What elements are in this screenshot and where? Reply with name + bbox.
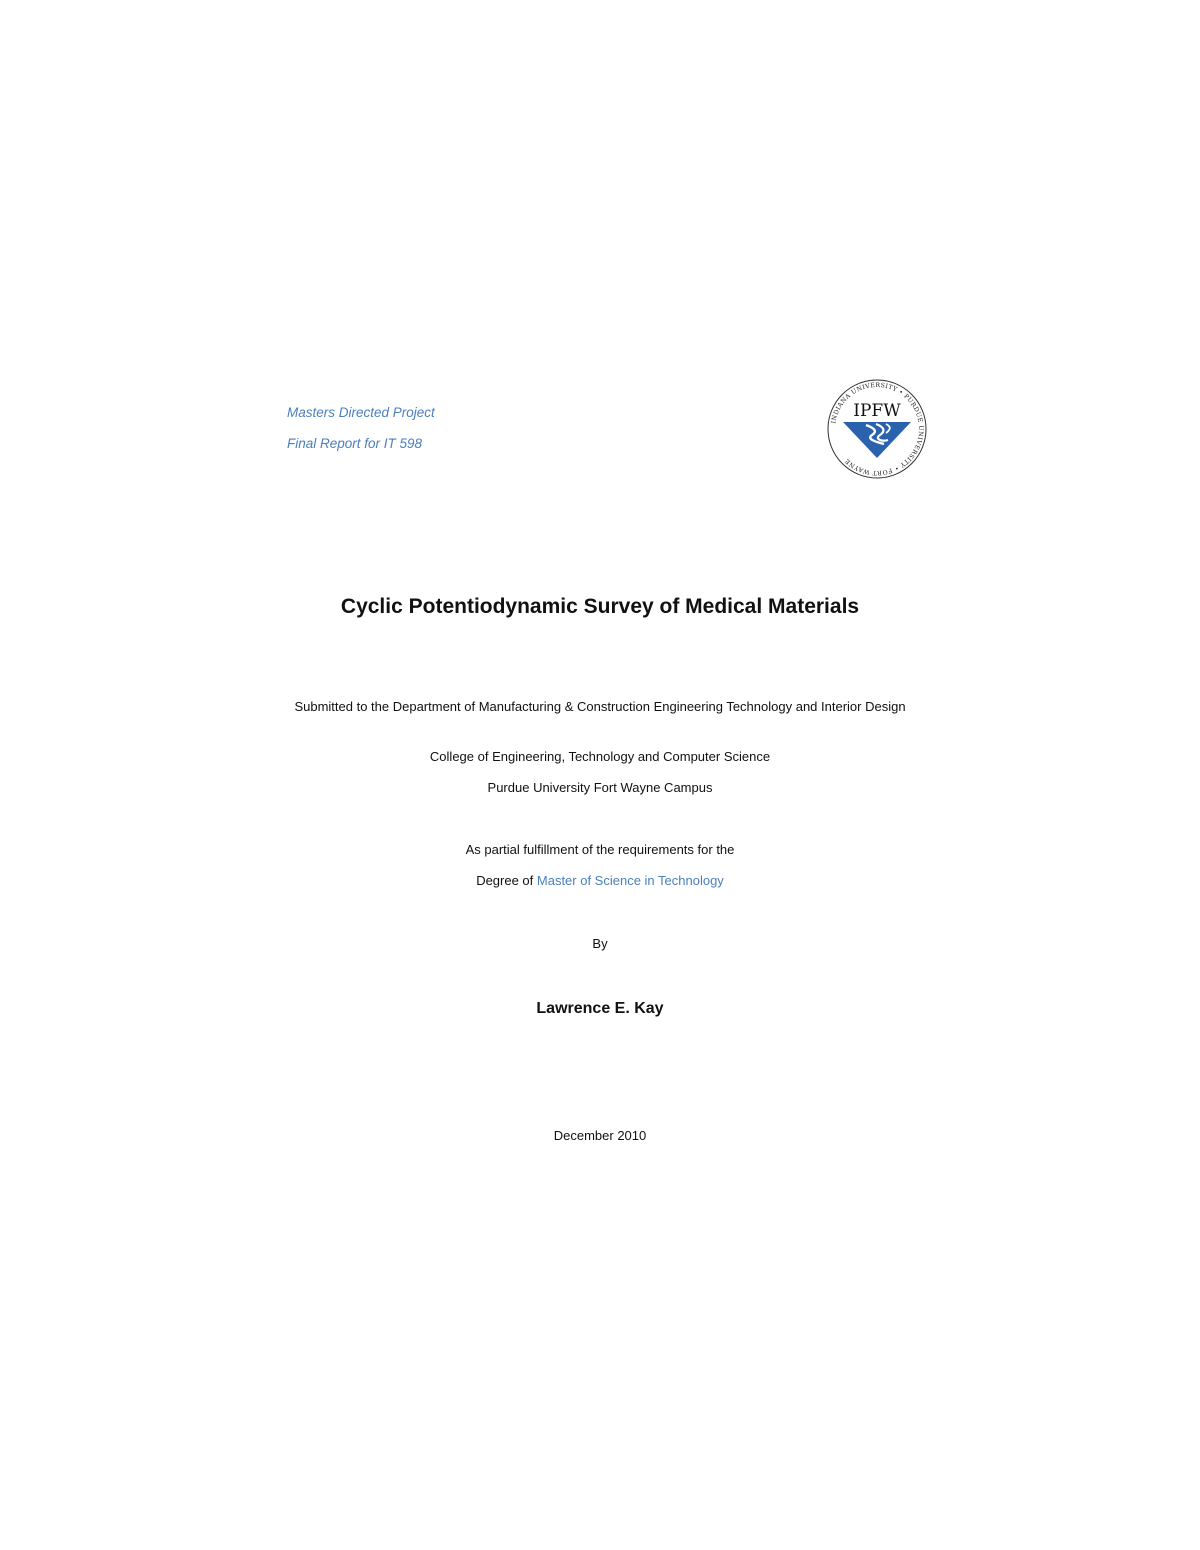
svg-text:INDIANA UNIVERSITY • PURDUE UN: INDIANA UNIVERSITY • PURDUE UNIVERSITY • FORT WAYNE <box>830 381 925 477</box>
project-type: Masters Directed Project <box>287 405 435 420</box>
degree-line <box>0 872 1200 890</box>
campus-text: Purdue University Fort Wayne Campus <box>487 780 713 795</box>
fulfillment-text: As partial fulfillment of the requirements for the <box>465 842 735 857</box>
university-seal-logo <box>826 378 928 480</box>
seal-name: IPFW <box>853 401 901 421</box>
college-text: College of Engineering, Technology and Computer Science <box>429 749 771 764</box>
seal-emblem-icon <box>826 378 928 480</box>
river-triangle-icon <box>843 422 911 458</box>
degree-prefix: Degree of <box>476 873 537 888</box>
by-label: By <box>592 936 608 951</box>
degree-name: Master of Science in Technology <box>536 873 724 888</box>
author-name: Lawrence E. Kay <box>536 1000 664 1017</box>
report-date: December 2010 <box>553 1128 647 1143</box>
course-label: Final Report for IT 598 <box>287 436 423 451</box>
report-header <box>287 404 587 466</box>
submitted-to-text: Submitted to the Department of Manufacturing & Construction Engineering Technology and Interior Design <box>294 699 906 714</box>
document-title: Cyclic Potentiodynamic Survey of Medical Materials <box>340 595 860 618</box>
